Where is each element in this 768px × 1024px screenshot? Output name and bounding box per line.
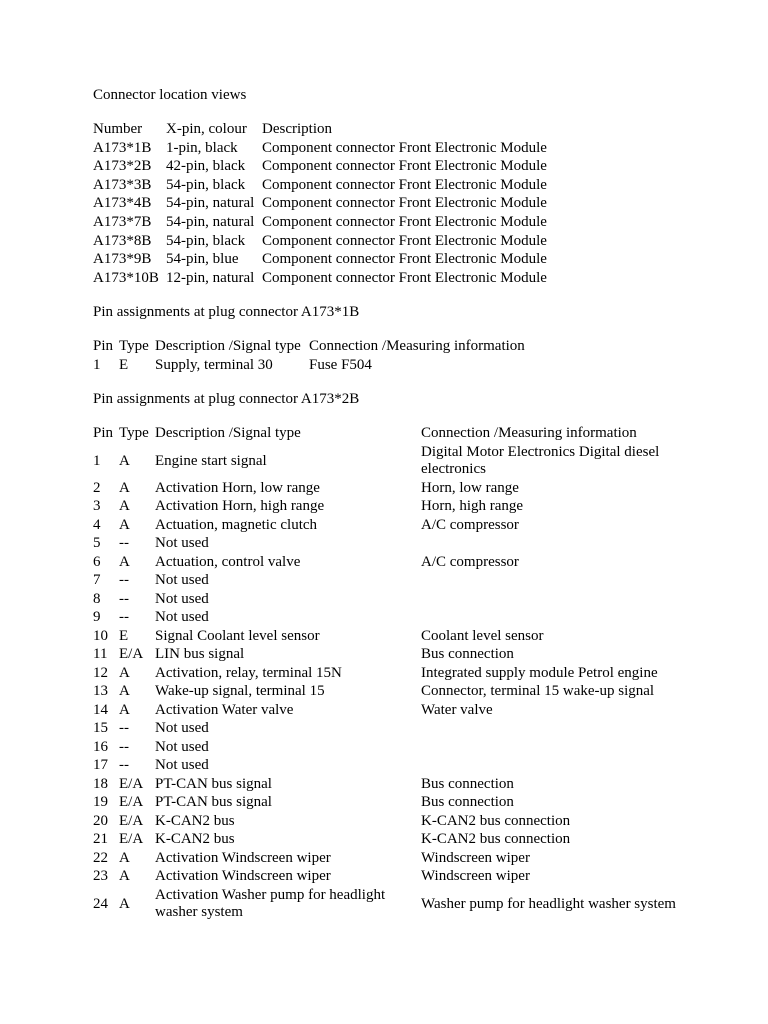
table-cell: A/C compressor bbox=[421, 516, 519, 533]
table-cell: A bbox=[119, 498, 130, 515]
table-cell: A173*1B bbox=[93, 139, 152, 156]
table-cell: K-CAN2 bus connection bbox=[421, 831, 571, 848]
column-header: Number bbox=[93, 121, 143, 137]
table-row bbox=[93, 812, 691, 831]
table-row bbox=[93, 886, 691, 922]
table-cell: A173*8B bbox=[93, 232, 152, 249]
table-cell: Activation, relay, terminal 15N bbox=[155, 664, 342, 681]
table-cell: -- bbox=[119, 738, 129, 755]
table-row bbox=[93, 775, 691, 794]
document-page bbox=[93, 86, 693, 922]
table-cell: Component connector Front Electronic Module bbox=[262, 232, 547, 249]
table-cell: A/C compressor bbox=[421, 553, 519, 570]
table-row bbox=[93, 553, 691, 572]
table-cell: 23 bbox=[93, 868, 108, 885]
section-title-connector-location: Connector location views bbox=[93, 87, 247, 103]
table-cell: Component connector Front Electronic Module bbox=[262, 158, 547, 175]
table-row bbox=[93, 250, 582, 269]
table-cell: Connector, terminal 15 wake-up signal bbox=[421, 683, 655, 700]
table-cell: 2 bbox=[93, 479, 101, 496]
table-cell: E/A bbox=[119, 831, 144, 848]
table-cell: 21 bbox=[93, 831, 108, 848]
column-header: Description bbox=[262, 121, 332, 137]
table-cell: -- bbox=[119, 535, 129, 552]
table-cell: 6 bbox=[93, 553, 101, 570]
table-row bbox=[93, 232, 582, 251]
table-row bbox=[93, 719, 691, 738]
table-cell: Digital Motor Electronics Digital diesel electronics bbox=[421, 444, 660, 477]
table-cell: Not used bbox=[155, 757, 209, 774]
table-cell: Component connector Front Electronic Module bbox=[262, 269, 547, 286]
column-header: Pin bbox=[93, 425, 114, 442]
table-cell: Coolant level sensor bbox=[421, 627, 544, 644]
table-row bbox=[93, 497, 691, 516]
table-cell: Activation Water valve bbox=[155, 701, 294, 718]
table-cell: A173*3B bbox=[93, 176, 152, 193]
table-row bbox=[93, 682, 691, 701]
table-cell bbox=[421, 534, 691, 553]
table-cell: Activation Windscreen wiper bbox=[155, 868, 331, 885]
pin-table-a173-1b bbox=[93, 337, 579, 374]
table-row bbox=[93, 645, 691, 664]
table-cell: 19 bbox=[93, 794, 108, 811]
table-cell: -- bbox=[119, 757, 129, 774]
table-cell: Bus connection bbox=[421, 646, 514, 663]
table-cell: 14 bbox=[93, 701, 108, 718]
table-cell bbox=[421, 608, 691, 627]
table-cell: 22 bbox=[93, 849, 108, 866]
table-cell: Signal Coolant level sensor bbox=[155, 627, 320, 644]
table-cell: A bbox=[119, 849, 130, 866]
table-cell: Activation Horn, low range bbox=[155, 479, 320, 496]
table-cell: Windscreen wiper bbox=[421, 849, 530, 866]
table-cell: -- bbox=[119, 609, 129, 626]
table-cell: 10 bbox=[93, 627, 108, 644]
table-cell: 1 bbox=[93, 356, 101, 373]
table-cell: A bbox=[119, 868, 130, 885]
table-cell: Horn, high range bbox=[421, 498, 524, 515]
table-cell: 7 bbox=[93, 572, 101, 589]
table-cell: K-CAN2 bus bbox=[155, 831, 235, 848]
table-cell: Not used bbox=[155, 535, 209, 552]
table-cell: PT-CAN bus signal bbox=[155, 794, 272, 811]
column-header: Description /Signal type bbox=[155, 425, 301, 442]
table-row bbox=[93, 157, 582, 176]
table-row bbox=[93, 356, 579, 375]
table-cell: A173*9B bbox=[93, 251, 152, 268]
table-cell: Component connector Front Electronic Module bbox=[262, 251, 547, 268]
table-cell: A bbox=[119, 452, 130, 469]
table-cell: E/A bbox=[119, 775, 144, 792]
table-cell: Component connector Front Electronic Module bbox=[262, 139, 547, 156]
table-row bbox=[93, 627, 691, 646]
table-cell: A173*2B bbox=[93, 158, 152, 175]
table-cell: Water valve bbox=[421, 701, 493, 718]
table-cell: 54-pin, natural bbox=[166, 195, 255, 212]
table-cell: A bbox=[119, 479, 130, 496]
table-cell: Component connector Front Electronic Module bbox=[262, 176, 547, 193]
table-row bbox=[93, 516, 691, 535]
table-cell: Component connector Front Electronic Module bbox=[262, 213, 547, 230]
table-row bbox=[93, 738, 691, 757]
table-row bbox=[93, 830, 691, 849]
table-row bbox=[93, 443, 691, 479]
pin-table-a173-2b bbox=[93, 424, 691, 922]
table-cell: 24 bbox=[93, 895, 108, 912]
table-row bbox=[93, 590, 691, 609]
table-cell: Activation Washer pump for headlight washer system bbox=[155, 887, 386, 920]
table-cell bbox=[421, 738, 691, 757]
table-cell: A173*4B bbox=[93, 195, 152, 212]
table-cell: 54-pin, black bbox=[166, 176, 246, 193]
table-row bbox=[93, 701, 691, 720]
table-cell: Wake-up signal, terminal 15 bbox=[155, 683, 325, 700]
table-cell: 1 bbox=[93, 452, 101, 469]
table-cell: 54-pin, black bbox=[166, 232, 246, 249]
table-row bbox=[93, 176, 582, 195]
table-cell: Not used bbox=[155, 590, 209, 607]
table-cell: Not used bbox=[155, 738, 209, 755]
table-cell: -- bbox=[119, 590, 129, 607]
table-cell: A bbox=[119, 553, 130, 570]
table-row bbox=[93, 139, 582, 158]
table-cell: E bbox=[119, 356, 129, 373]
table-cell: Not used bbox=[155, 572, 209, 589]
table-row bbox=[93, 608, 691, 627]
table-cell: Fuse F504 bbox=[309, 356, 372, 373]
table-cell: Component connector Front Electronic Module bbox=[262, 195, 547, 212]
table-cell: 9 bbox=[93, 609, 101, 626]
table-header-row bbox=[93, 424, 691, 443]
table-cell: A bbox=[119, 701, 130, 718]
table-cell: A173*10B bbox=[93, 269, 159, 286]
table-cell: Integrated supply module Petrol engine bbox=[421, 664, 658, 681]
table-cell: 1-pin, black bbox=[166, 139, 238, 156]
table-cell: 54-pin, natural bbox=[166, 213, 255, 230]
table-cell: Bus connection bbox=[421, 794, 514, 811]
table-cell: E/A bbox=[119, 812, 144, 829]
table-cell: LIN bus signal bbox=[155, 646, 245, 663]
table-cell: E bbox=[119, 627, 129, 644]
table-cell: Engine start signal bbox=[155, 452, 267, 469]
table-cell: Activation Horn, high range bbox=[155, 498, 325, 515]
connector-location-table bbox=[93, 120, 582, 287]
column-header: Type bbox=[119, 338, 149, 355]
table-cell: 8 bbox=[93, 590, 101, 607]
table-row bbox=[93, 867, 691, 886]
table-cell: -- bbox=[119, 572, 129, 589]
table-cell: E/A bbox=[119, 646, 144, 663]
table-cell: Not used bbox=[155, 609, 209, 626]
table-cell: Activation Windscreen wiper bbox=[155, 849, 331, 866]
column-header: Connection /Measuring information bbox=[421, 425, 637, 442]
table-cell: K-CAN2 bus connection bbox=[421, 812, 571, 829]
table-cell bbox=[421, 571, 691, 590]
table-cell: 12 bbox=[93, 664, 108, 681]
table-cell: 5 bbox=[93, 535, 101, 552]
table-cell: 12-pin, natural bbox=[166, 269, 255, 286]
table-row bbox=[93, 194, 582, 213]
table-cell: Windscreen wiper bbox=[421, 868, 530, 885]
table-cell: 54-pin, blue bbox=[166, 251, 239, 268]
table-cell: A173*7B bbox=[93, 213, 152, 230]
section-title-pins-a173-1b: Pin assignments at plug connector A173*1B bbox=[93, 304, 360, 321]
table-cell: 11 bbox=[93, 646, 108, 663]
table-cell: 13 bbox=[93, 683, 108, 700]
table-row bbox=[93, 479, 691, 498]
table-cell: Not used bbox=[155, 720, 209, 737]
table-cell: Supply, terminal 30 bbox=[155, 356, 273, 373]
table-cell: Bus connection bbox=[421, 775, 514, 792]
table-cell: Actuation, control valve bbox=[155, 553, 301, 570]
table-cell: A bbox=[119, 516, 130, 533]
column-header: Description /Signal type bbox=[155, 338, 301, 355]
table-cell: E/A bbox=[119, 794, 144, 811]
table-cell: Horn, low range bbox=[421, 479, 519, 496]
table-cell: A bbox=[119, 895, 130, 912]
table-cell: 4 bbox=[93, 516, 101, 533]
column-header: X-pin, colour bbox=[166, 121, 247, 137]
table-row bbox=[93, 793, 691, 812]
table-row bbox=[93, 213, 582, 232]
column-header: Pin bbox=[93, 338, 114, 355]
table-cell: K-CAN2 bus bbox=[155, 812, 235, 829]
table-cell: A bbox=[119, 664, 130, 681]
table-cell: Actuation, magnetic clutch bbox=[155, 516, 318, 533]
column-header: Connection /Measuring information bbox=[309, 338, 525, 355]
table-row bbox=[93, 571, 691, 590]
table-cell: A bbox=[119, 683, 130, 700]
table-cell: 17 bbox=[93, 757, 108, 774]
table-cell: Washer pump for headlight washer system bbox=[421, 895, 676, 912]
table-row bbox=[93, 849, 691, 868]
table-header-row bbox=[93, 337, 579, 356]
table-cell: 42-pin, black bbox=[166, 158, 246, 175]
table-cell bbox=[421, 756, 691, 775]
table-cell: 15 bbox=[93, 720, 108, 737]
table-row bbox=[93, 756, 691, 775]
table-row bbox=[93, 664, 691, 683]
table-cell: 16 bbox=[93, 738, 108, 755]
column-header: Type bbox=[119, 425, 149, 442]
table-cell: 18 bbox=[93, 775, 108, 792]
table-cell: 3 bbox=[93, 498, 101, 515]
table-row bbox=[93, 269, 582, 288]
table-cell: 20 bbox=[93, 812, 108, 829]
table-cell bbox=[421, 719, 691, 738]
table-row bbox=[93, 534, 691, 553]
table-cell bbox=[421, 590, 691, 609]
table-header-row bbox=[93, 120, 582, 139]
table-cell: PT-CAN bus signal bbox=[155, 775, 272, 792]
table-cell: -- bbox=[119, 720, 129, 737]
section-title-pins-a173-2b: Pin assignments at plug connector A173*2B bbox=[93, 391, 360, 408]
